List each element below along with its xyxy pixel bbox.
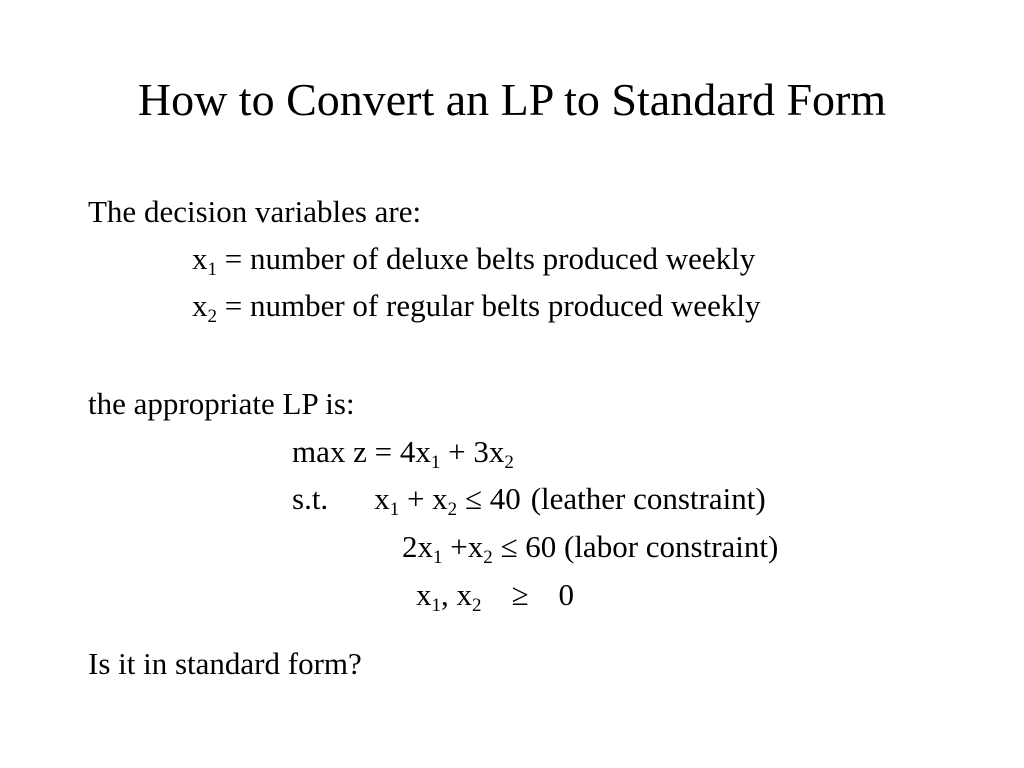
constraint-note: (labor constraint)	[564, 529, 779, 564]
objective-sub-2: 2	[504, 452, 514, 473]
var-symbol: x	[192, 241, 208, 276]
variable-definition-1	[192, 240, 755, 278]
var-subscript: 2	[207, 306, 217, 327]
constraint-rhs: 60	[525, 529, 557, 564]
nonneg-relation: ≥	[511, 577, 529, 612]
constraint-leather	[292, 480, 766, 518]
constraint-rhs: 40	[489, 481, 521, 516]
constraint-x2-sub: 2	[483, 547, 493, 568]
var-description: = number of regular belts produced weekly	[224, 288, 761, 323]
nonneg-x1: x	[416, 577, 432, 612]
constraint-x1-sub: 1	[389, 499, 400, 520]
constraint-relation: ≤	[492, 529, 526, 564]
constraint-x2-sub: 2	[447, 499, 458, 520]
lp-intro-text: the appropriate LP is:	[88, 386, 355, 421]
objective-function	[292, 433, 514, 471]
var-symbol: x	[192, 288, 208, 323]
constraint-labor	[402, 528, 778, 566]
objective-sub-1: 1	[430, 452, 441, 473]
constraint-x1-sub: 1	[433, 547, 443, 568]
var-subscript: 1	[207, 259, 217, 280]
question-text: Is it in standard form?	[88, 646, 362, 681]
constraint-relation: ≤	[457, 481, 490, 516]
objective-prefix: max z = 4x	[292, 434, 431, 469]
nonneg-sep: , x	[441, 577, 472, 612]
variable-definition-2	[192, 287, 760, 325]
nonneg-rhs: 0	[558, 577, 575, 612]
constraint-coef: 2x	[402, 529, 433, 564]
constraint-plus: +x	[442, 529, 484, 564]
slide-title: How to Convert an LP to Standard Form	[137, 74, 887, 125]
nonneg-x2-sub: 2	[472, 595, 482, 616]
constraint-x1: x	[374, 481, 390, 516]
subject-to-label: s.t.	[292, 481, 329, 516]
nonnegativity-constraint	[416, 576, 574, 614]
objective-mid: + 3x	[440, 434, 505, 469]
nonneg-x1-sub: 1	[431, 595, 441, 616]
constraint-plus: + x	[399, 481, 448, 516]
var-description: = number of deluxe belts produced weekly	[224, 241, 756, 276]
intro-text: The decision variables are:	[88, 194, 422, 229]
constraint-note: (leather constraint)	[530, 481, 766, 516]
